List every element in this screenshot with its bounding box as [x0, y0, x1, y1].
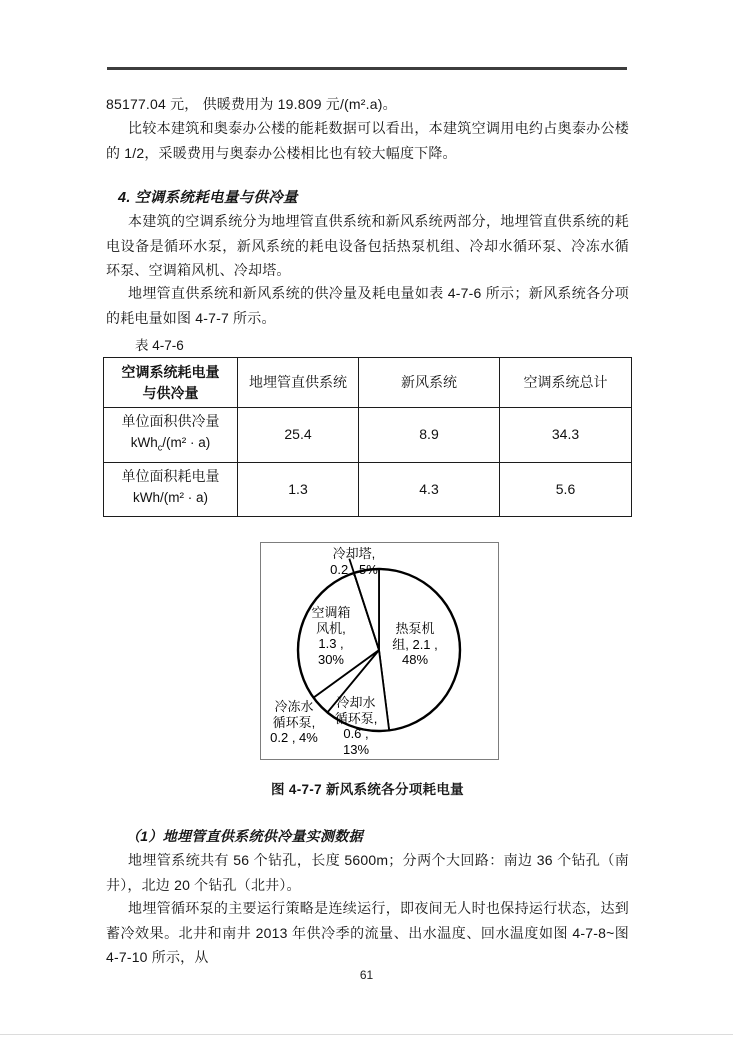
pie-label-chilled-water-pump: 冷冻水 循环泵, 0.2 , 4% — [270, 699, 318, 745]
row-label-power — [104, 462, 238, 517]
sub-heading-1: （1）地埋管直供系统供冷量实测数据 — [126, 828, 363, 844]
value-cell: 34.3 — [500, 408, 632, 463]
value-cell: 1.3 — [238, 462, 359, 517]
table-header-row — [104, 358, 632, 408]
header-cell-title — [104, 358, 238, 408]
paragraph-compare: 比较本建筑和奥泰办公楼的能耗数据可以看出，本建筑空调用电约占奥泰办公楼的 1/2，采暖费用与奥泰办公楼相比也有较大幅度下降。 — [106, 120, 629, 161]
value-cell: 5.6 — [500, 462, 632, 517]
pie-label-heat-pump: 热泵机 组, 2.1 , 48% — [392, 621, 438, 667]
header-title-line1: 空调系统耗电量 — [121, 363, 220, 380]
header-cell-total: 空调系统总计 — [500, 358, 632, 408]
header-title-line2: 与供冷量 — [142, 384, 199, 401]
pie-label-cooling-tower: 冷却塔, 0.2 , 5% — [330, 546, 378, 577]
paragraph-system-parts: 本建筑的空调系统分为地埋管直供系统和新风系统两部分，地埋管直供系统的耗电设备是循环水泵，新风系统的耗电设备包括热泵机组、冷却水循环泵、冷冻水循环泵、空调箱风机、冷却塔。 — [106, 213, 629, 278]
paragraph-pump-strategy: 地埋管循环泵的主要运行策略是连续运行，即夜间无人时也保持运行状态，达到蓄冷效果。北井和南井 2013 年供冷季的流量、出水温度、回水温度如图 4-7-8~图 4-7-10 所示，从 — [106, 900, 629, 965]
header-rule — [107, 67, 627, 70]
paragraph-table-intro: 地埋管直供系统和新风系统的供冷量及耗电量如表 4-7-6 所示；新风系统各分项的耗电量如图 4-7-7 所示。 — [106, 285, 629, 326]
table-row-cooling — [104, 408, 632, 463]
row-label-text: 单位面积耗电量 — [121, 467, 220, 484]
table-caption: 表 4-7-6 — [135, 338, 184, 353]
row-label-text: 单位面积供冷量 — [121, 413, 220, 429]
header-cell-ground: 地埋管直供系统 — [238, 358, 359, 408]
table-row-power — [104, 462, 632, 517]
value-cell: 25.4 — [238, 408, 359, 463]
pie-label-cooling-water-pump: 冷却水 循环泵, 0.6 , 13% — [334, 695, 378, 757]
section-heading-4: 4. 空调系统耗电量与供冷量 — [118, 190, 298, 206]
paragraph-cost: 85177.04 元， 供暖费用为 19.809 元/(m².a)。 — [106, 96, 397, 112]
energy-table — [103, 357, 632, 517]
header-cell-fresh-air: 新风系统 — [359, 358, 500, 408]
row-unit: kWh$_c$/(m² · a) — [130, 435, 211, 453]
pie-label-ahu-fan: 空调箱 风机, 1.3 , 30% — [311, 605, 351, 667]
value-cell: 4.3 — [359, 462, 500, 517]
figure-caption: 图 4-7-7 新风系统各分项耗电量 — [271, 782, 464, 797]
page-number: 61 — [359, 968, 374, 982]
page-bottom-edge — [0, 1034, 733, 1035]
row-unit: kWh/(m² · a) — [133, 489, 208, 505]
pie-chart-figure — [260, 542, 499, 760]
paragraph-boreholes: 地埋管系统共有 56 个钻孔，长度 5600m；分两个大回路：南边 36 个钻孔（南井），北边 20 个钻孔（北井）。 — [106, 852, 629, 893]
row-label-cooling — [104, 408, 238, 463]
value-cell: 8.9 — [359, 408, 500, 463]
